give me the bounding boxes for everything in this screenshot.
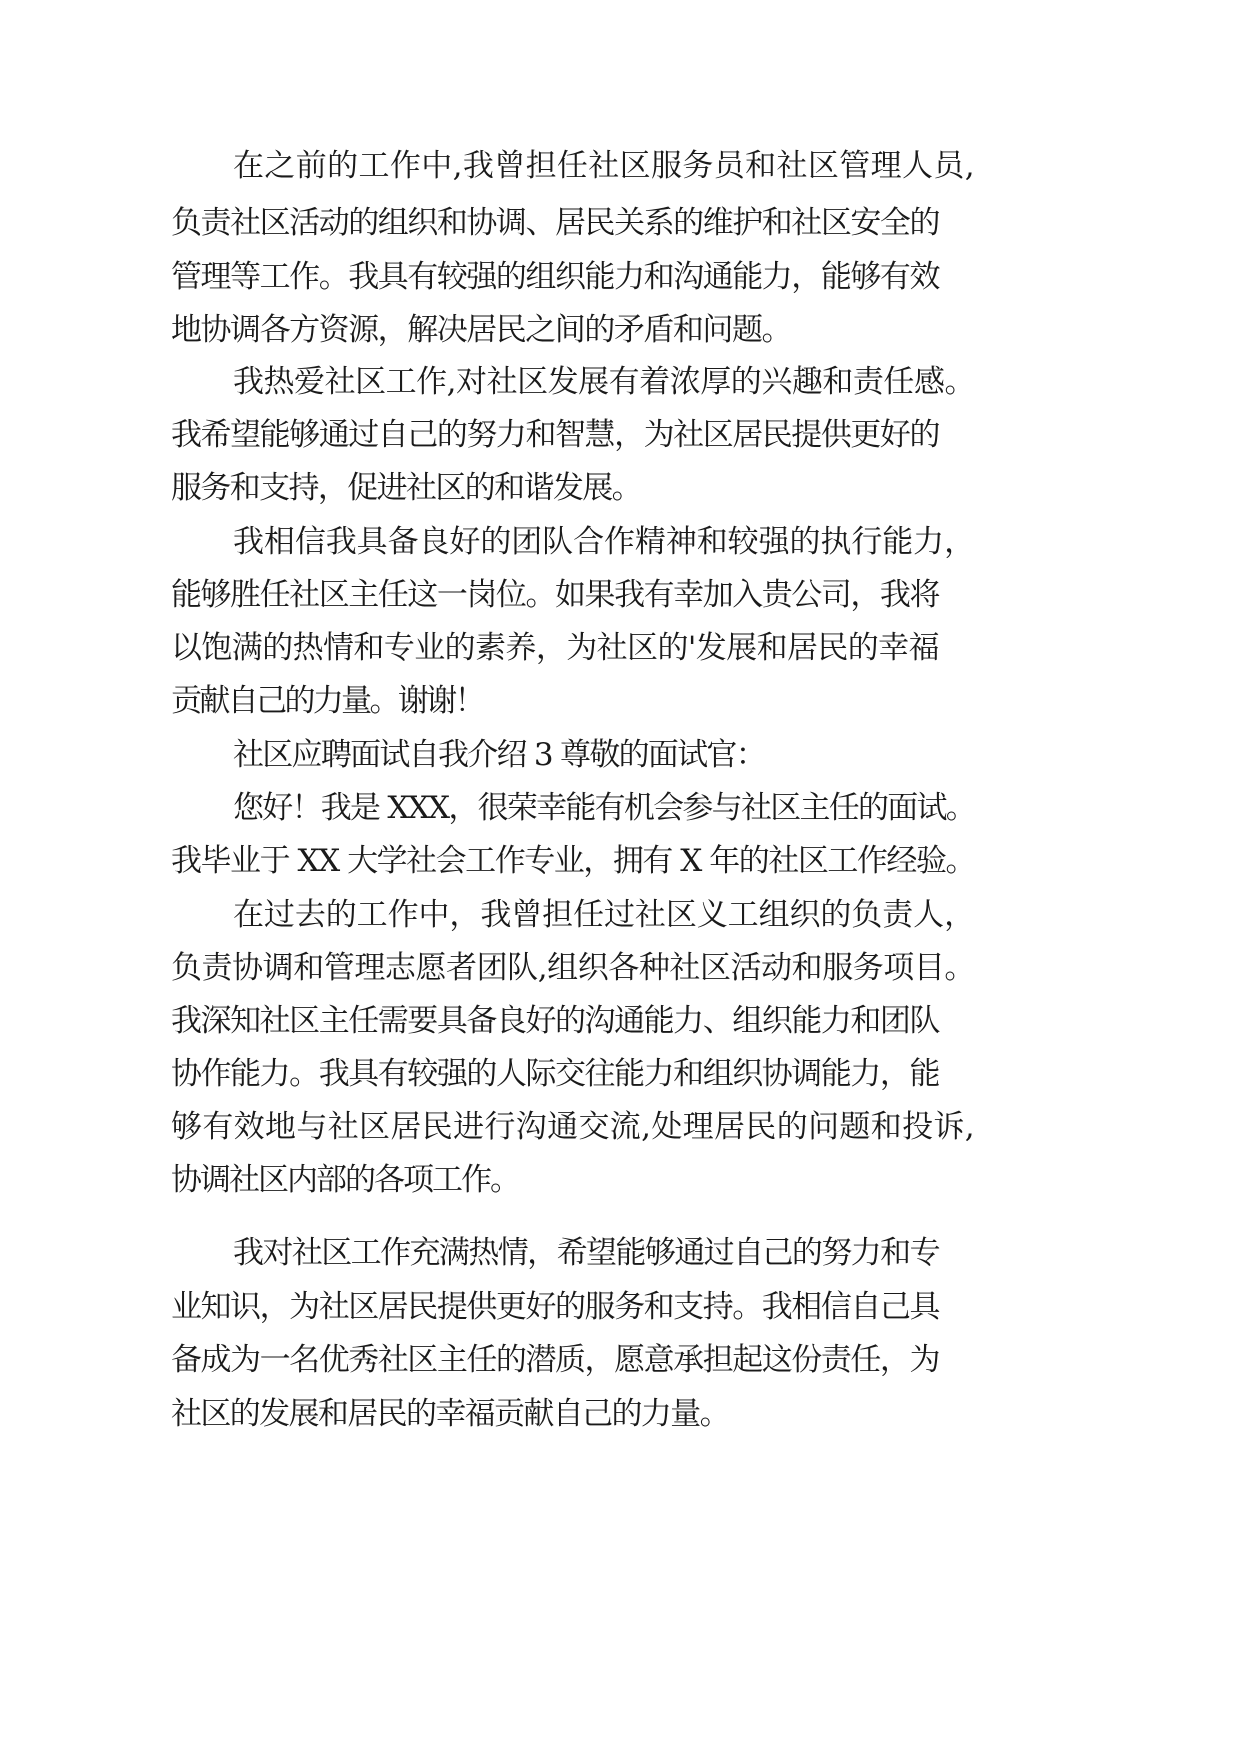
text-line: 我希望能够通过自己的努力和智慧，为社区居民提供更好的 bbox=[171, 417, 939, 453]
text-line: 贡献自己的力量。谢谢！ bbox=[171, 683, 483, 719]
text-line: 够有效地与社区居民进行沟通交流,处理居民的问题和投诉, bbox=[171, 1109, 975, 1145]
text-line: 我相信我具备良好的团队合作精神和较强的执行能力， bbox=[233, 524, 975, 560]
text-line: 我对社区工作充满热情，希望能够通过自己的努力和专 bbox=[233, 1235, 939, 1271]
text-line: 我毕业于 XX 大学社会工作专业，拥有 X 年的社区工作经验。 bbox=[171, 843, 975, 879]
text-line: 业知识，为社区居民提供更好的服务和支持。我相信自己具 bbox=[171, 1289, 939, 1325]
text-line: 能够胜任社区主任这一岗位。如果我有幸加入贵公司，我将 bbox=[171, 577, 939, 613]
text-line: 服务和支持，促进社区的和谐发展。 bbox=[171, 470, 641, 506]
text-line: 我深知社区主任需要具备良好的沟通能力、组织能力和团队 bbox=[171, 1003, 939, 1039]
text-line: 地协调各方资源，解决居民之间的矛盾和问题。 bbox=[171, 312, 791, 348]
text-line: 以饱满的热情和专业的素养，为社区的'发展和居民的幸福 bbox=[171, 630, 939, 666]
text-line: 社区应聘面试自我介绍 3 尊敬的面试官： bbox=[233, 737, 765, 773]
text-line: 社区的发展和居民的幸福贡献自己的力量。 bbox=[171, 1396, 729, 1432]
text-line: 备成为一名优秀社区主任的潜质，愿意承担起这份责任，为 bbox=[171, 1342, 939, 1378]
text-line: 负责社区活动的组织和协调、居民关系的维护和社区安全的 bbox=[171, 205, 939, 241]
text-line: 管理等工作。我具有较强的组织能力和沟通能力，能够有效 bbox=[171, 259, 939, 295]
text-line: 协作能力。我具有较强的人际交往能力和组织协调能力，能 bbox=[171, 1056, 939, 1092]
text-line: 在过去的工作中，我曾担任过社区义工组织的负责人， bbox=[233, 897, 975, 933]
text-line: 负责协调和管理志愿者团队,组织各种社区活动和服务项目。 bbox=[171, 950, 975, 986]
text-line: 协调社区内部的各项工作。 bbox=[171, 1162, 519, 1198]
text-line: 您好！我是 XXX，很荣幸能有机会参与社区主任的面试。 bbox=[233, 790, 975, 826]
text-line: 在之前的工作中,我曾担任社区服务员和社区管理人员, bbox=[233, 148, 975, 184]
text-line: 我热爱社区工作,对社区发展有着浓厚的兴趣和责任感。 bbox=[233, 364, 975, 400]
